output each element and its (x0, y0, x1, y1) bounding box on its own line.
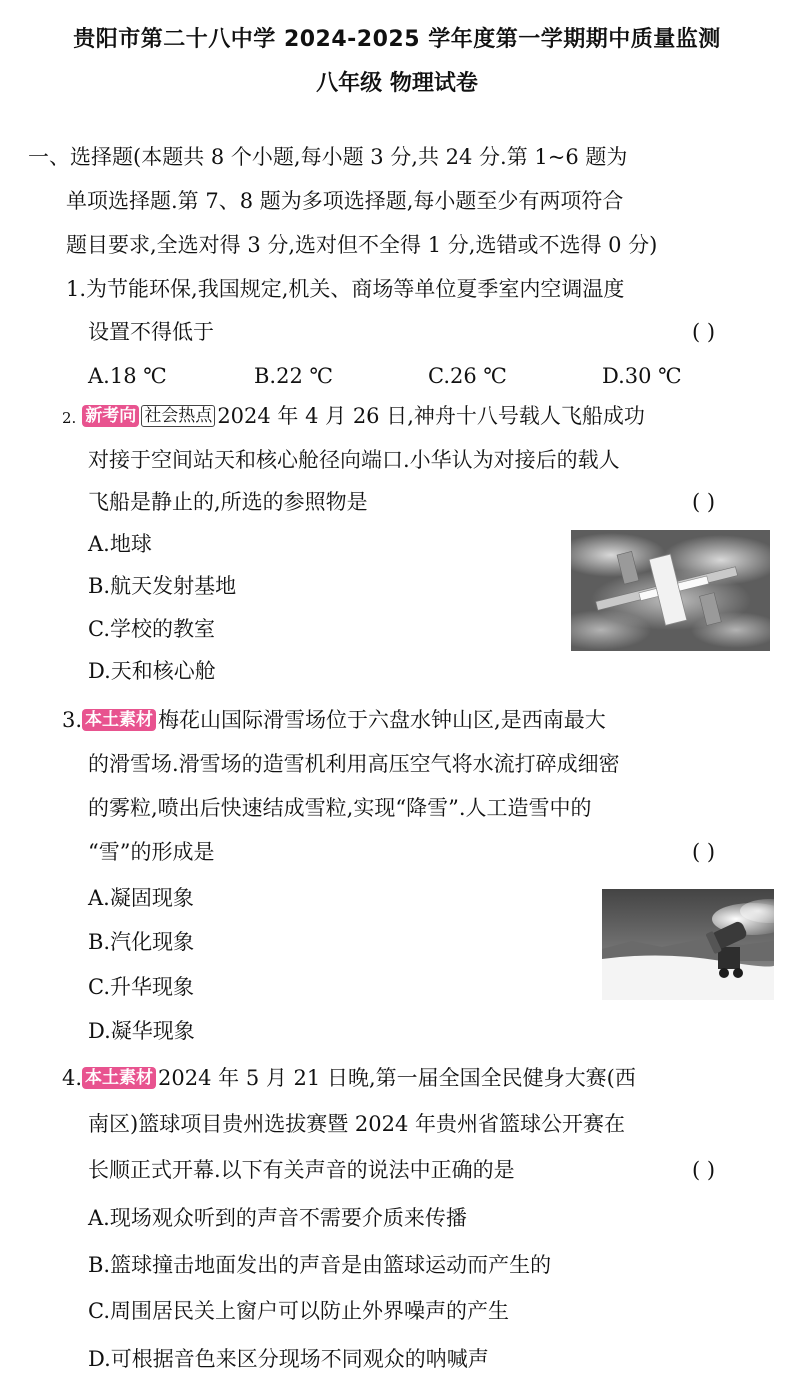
question-2-option-a: A.地球 (88, 532, 152, 556)
answer-parenthesis: ( ) (692, 840, 716, 864)
answer-parenthesis: ( ) (692, 1158, 716, 1182)
question-1-stem-line-1: 1.为节能环保,我国规定,机关、商场等单位夏季室内空调温度 (66, 277, 625, 301)
tag-new-direction: 新考向 (82, 405, 139, 427)
question-4-option-c: C.周围居民关上窗户可以防止外界噪声的产生 (88, 1299, 509, 1323)
answer-parenthesis: ( ) (692, 490, 716, 514)
question-3-option-a: A.凝固现象 (88, 886, 194, 910)
question-2-stem-line-1 (62, 402, 645, 432)
question-3-stem-line-2: 的滑雪场.滑雪场的造雪机利用高压空气将水流打碎成细密 (88, 752, 620, 776)
question-3-option-d: D.凝华现象 (88, 1019, 195, 1043)
question-3-stem-text: 梅花山国际滑雪场位于六盘水钟山区,是西南最大 (158, 708, 606, 732)
question-3-stem-line-3: 的雾粒,喷出后快速结成雪粒,实现“降雪”.人工造雪中的 (88, 796, 592, 820)
question-3-number: 3. (62, 708, 83, 732)
tag-social-hotspot: 社会热点 (141, 405, 215, 427)
exam-title: 贵阳市第二十八中学 2024-2025 学年度第一学期期中质量监测 (73, 27, 721, 52)
tag-local-material: 本土素材 (82, 1067, 156, 1089)
question-1-option-b: B.22 ℃ (254, 364, 333, 388)
exam-subtitle: 八年级 物理试卷 (316, 71, 478, 96)
answer-parenthesis: ( ) (692, 320, 716, 344)
question-2-stem-line-2: 对接于空间站天和核心舱径向端口.小华认为对接后的载人 (88, 448, 620, 472)
question-4-stem-line-2: 南区)篮球项目贵州选拔赛暨 2024 年贵州省篮球公开赛在 (88, 1112, 625, 1136)
question-2-option-d: D.天和核心舱 (88, 659, 216, 683)
question-4-stem-line-3: 长顺正式开幕.以下有关声音的说法中正确的是 (88, 1158, 515, 1182)
question-2-number: 2. (62, 409, 77, 427)
question-1-option-a: A.18 ℃ (88, 364, 167, 388)
question-3-stem-line-1 (62, 706, 606, 734)
question-3-stem-line-4: “雪”的形成是 (88, 840, 215, 864)
snow-machine-photo (602, 889, 774, 1000)
question-2-option-c: C.学校的教室 (88, 617, 215, 641)
question-2-option-b: B.航天发射基地 (88, 574, 237, 598)
question-4-number: 4. (62, 1066, 83, 1090)
question-1-stem-line-2: 设置不得低于 (88, 320, 214, 344)
question-4-stem-text: 2024 年 5 月 21 日晚,第一届全国全民健身大赛(西 (158, 1066, 636, 1090)
question-2-stem-line-3: 飞船是静止的,所选的参照物是 (88, 490, 368, 514)
section-instruction-line-1: 一、选择题(本题共 8 个小题,每小题 3 分,共 24 分.第 1~6 题为 (28, 145, 628, 169)
question-1-option-c: C.26 ℃ (428, 364, 507, 388)
tag-local-material: 本土素材 (82, 709, 156, 731)
space-station-photo (571, 530, 770, 651)
snow-machine-illustration (602, 889, 774, 1000)
section-instruction-line-3: 题目要求,全选对得 3 分,选对但不全得 1 分,选错或不选得 0 分) (66, 233, 658, 257)
question-2-stem-text: 2024 年 4 月 26 日,神舟十八号载人飞船成功 (217, 404, 645, 428)
question-1-option-d: D.30 ℃ (602, 364, 682, 388)
question-3-option-b: B.汽化现象 (88, 930, 195, 954)
space-station-illustration (571, 530, 770, 651)
question-4-stem-line-1 (62, 1064, 636, 1092)
question-4-option-d: D.可根据音色来区分现场不同观众的呐喊声 (88, 1347, 489, 1371)
question-3-option-c: C.升华现象 (88, 975, 194, 999)
question-4-option-b: B.篮球撞击地面发出的声音是由篮球运动而产生的 (88, 1253, 552, 1277)
section-instruction-line-2: 单项选择题.第 7、8 题为多项选择题,每小题至少有两项符合 (66, 189, 624, 213)
question-4-option-a: A.现场观众听到的声音不需要介质来传播 (88, 1206, 467, 1230)
